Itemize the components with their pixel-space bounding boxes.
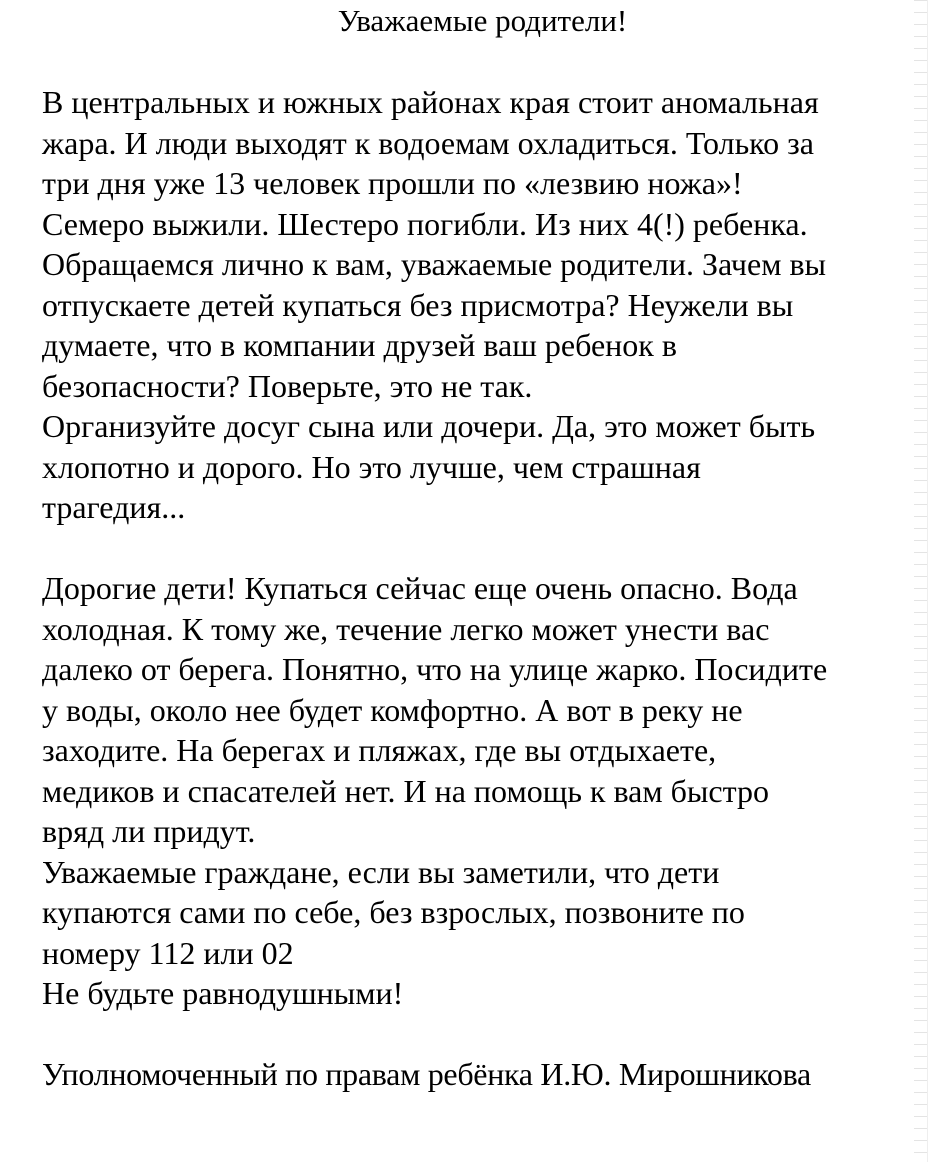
text-line: думаете, что в компании друзей ваш ребенок в [42,327,677,363]
text-line: В центральных и южных районах края стоит аномальная [42,84,819,120]
margin-guide [914,0,928,1162]
text-line: Дорогие дети! Купаться сейчас еще очень опасно. Вода [42,570,798,606]
text-line: Организуйте досуг сына или дочери. Да, это может быть [42,408,816,444]
text-line: далеко от берега. Понятно, что на улице жарко. Посидите [42,651,828,687]
text-line: холодная. К тому же, течение легко может унести вас [42,610,770,647]
text-line: три дня уже 13 человек прошли по «лезвию ножа»! [42,165,743,201]
paragraph-spacer [42,1014,928,1055]
text-line: медиков и спасателей нет. И на помощь к вам быстро [42,772,769,809]
text-line: Семеро выжили. Шестеро погибли. Из них 4(!) ребенка. [42,205,808,242]
text-line: трагедия... [42,489,186,525]
text-line: вряд ли придут. [42,813,256,849]
text-line: Уважаемые граждане, если вы заметили, что дети [42,853,720,890]
text-line: у воды, около нее будет комфортно. А вот в реку не [42,691,743,728]
paragraph-children [42,568,928,1014]
text-line: хлопотно и дорого. Но это лучше, чем страшная [42,448,701,485]
text-line: заходите. На берегах и пляжах, где вы отдыхаете, [42,732,717,768]
paragraph-parents [42,82,928,528]
text-line: Обращаемся лично к вам, уважаемые родители. Зачем вы [42,246,827,282]
paragraph-spacer [42,528,928,569]
text-line: жара. И люди выходят к водоемам охладиться. Только за [42,124,814,161]
signature-line: Уполномоченный по правам ребёнка И.Ю. Мирошникова [42,1056,811,1092]
text-line: отпускаете детей купаться без присмотра? Неужели вы [42,286,794,323]
text-line: Не будьте равнодушными! [42,975,404,1011]
text-line: безопасности? Поверьте, это не так. [42,367,533,404]
document-body [42,82,928,1095]
text-line: номеру 112 или 02 [42,934,294,971]
page-title: Уважаемые родители! [337,3,628,38]
text-line: купаются сами по себе, без взрослых, позвоните по [42,894,745,930]
